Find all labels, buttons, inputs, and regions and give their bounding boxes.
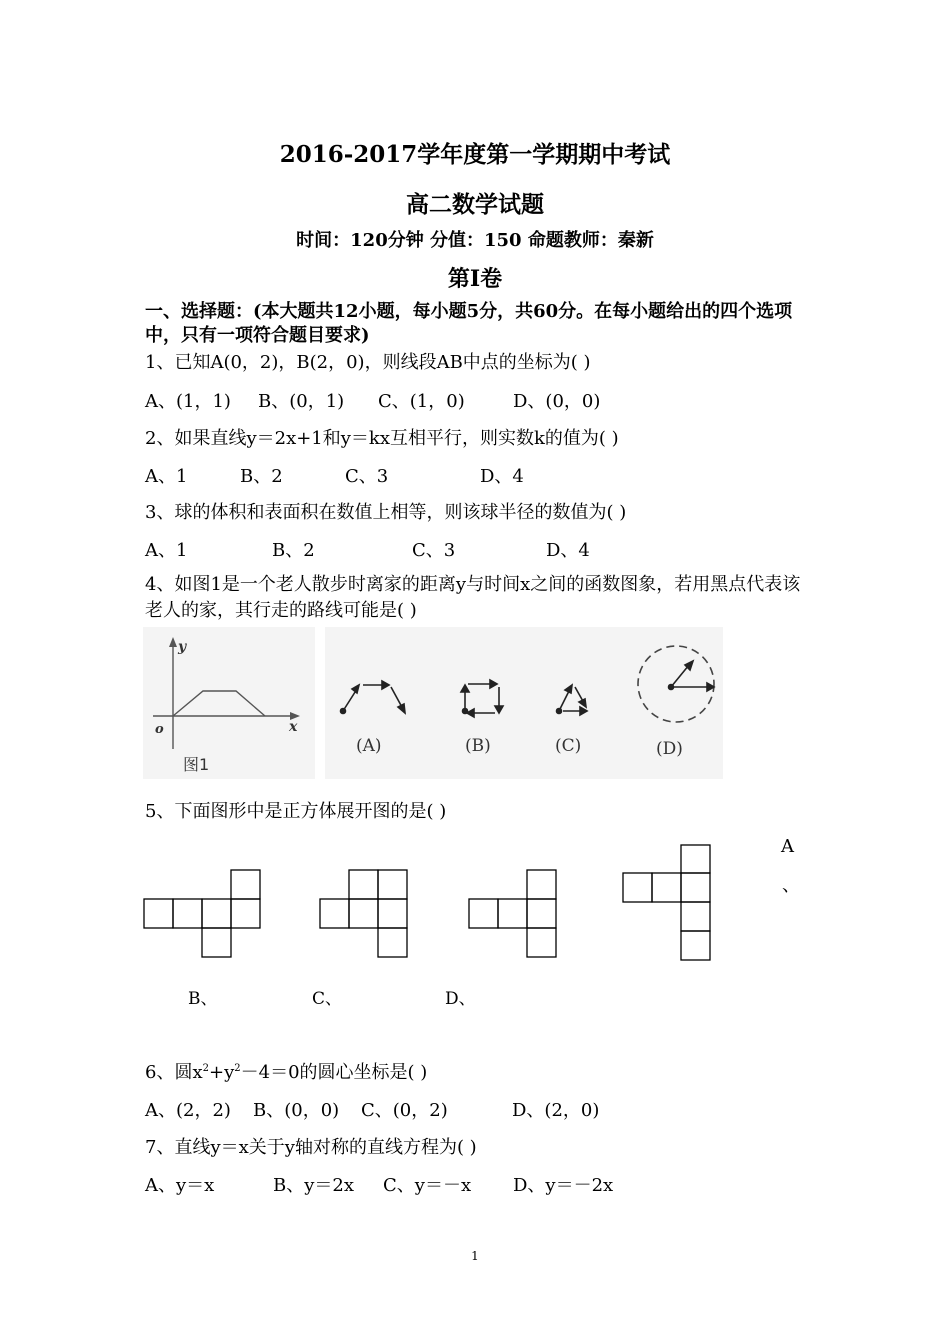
q1-option-d: D、(0，0) xyxy=(513,391,601,412)
q2-option-a: A、1 xyxy=(145,466,188,487)
net-a xyxy=(623,845,710,960)
q2-option-c: C、3 xyxy=(345,466,389,487)
q4-figure xyxy=(143,627,723,779)
q6-option-a: A、(2，2) xyxy=(145,1100,231,1121)
q6-stem-mid: +y xyxy=(208,1062,235,1083)
q5-cube-nets xyxy=(140,840,740,970)
q5-label-a: A xyxy=(781,836,794,857)
net-c xyxy=(320,870,407,957)
q2-option-d: D、4 xyxy=(480,466,524,487)
choice-c-label: (C) xyxy=(555,736,582,756)
q6-options xyxy=(145,1096,599,1122)
q5-label-b: B、 xyxy=(188,989,218,1009)
exam-info: 时间：120分钟 分值：150 命题教师：秦新 xyxy=(296,230,654,251)
origin-label: o xyxy=(155,722,164,737)
q3-option-c: C、3 xyxy=(412,540,456,561)
q6-option-d: D、(2，0) xyxy=(512,1100,600,1121)
q4-stem: 4、如图1是一个老人散步时离家的距离y与时间x之间的函数图象，若用黑点代表该老人的家，其行走的路线可能是( ) xyxy=(145,574,801,621)
q5-stem: 5、下面图形中是正方体展开图的是( ) xyxy=(145,801,447,822)
q3-stem: 3、球的体积和表面积在数值上相等，则该球半径的数值为( ) xyxy=(145,502,627,523)
q5-label-c: C、 xyxy=(312,989,343,1009)
q6-stem xyxy=(145,1058,427,1084)
q6-option-c: C、(0，2) xyxy=(361,1100,448,1121)
exam-title: 2016-2017学年度第一学期期中考试 xyxy=(279,141,671,168)
q3-options xyxy=(145,536,590,562)
q6-exp-1: 2 xyxy=(202,1063,209,1074)
q1-options xyxy=(145,387,600,413)
q1-stem: 1、已知A(0，2)，B(2，0)，则线段AB中点的坐标为( ) xyxy=(145,352,591,373)
net-d xyxy=(469,870,556,957)
q7-stem: 7、直线y＝x关于y轴对称的直线方程为( ) xyxy=(145,1137,477,1158)
q3-option-b: B、2 xyxy=(272,540,315,561)
net-b xyxy=(144,870,260,957)
q7-options xyxy=(145,1171,613,1197)
q6-exp-2: 2 xyxy=(234,1063,241,1074)
q5-label-d: D、 xyxy=(445,989,476,1009)
q3-option-d: D、4 xyxy=(546,540,590,561)
q3-option-a: A、1 xyxy=(145,540,188,561)
section-heading: 一、选择题：(本大题共12小题，每小题5分，共60分。在每小题给出的四个选项中，只有一项符合题目要求) xyxy=(145,301,793,346)
q2-options xyxy=(145,462,524,488)
choice-a-label: (A) xyxy=(356,736,382,756)
q7-option-d: D、y＝－2x xyxy=(513,1175,614,1196)
q6-option-b: B、(0，0) xyxy=(253,1100,340,1121)
q7-option-a: A、y＝x xyxy=(145,1175,215,1196)
choice-d-label: (D) xyxy=(656,739,683,759)
q5-label-a-mark: 、 xyxy=(782,875,800,896)
q1-option-a: A、(1，1) xyxy=(145,391,231,412)
q2-option-b: B、2 xyxy=(240,466,283,487)
q2-stem: 2、如果直线y＝2x+1和y＝kx互相平行，则实数k的值为( ) xyxy=(145,428,619,449)
figure-caption: 图1 xyxy=(183,755,210,774)
exam-subtitle: 高二数学试题 xyxy=(406,191,544,218)
axis-x-label: x xyxy=(289,719,298,735)
choice-b-label: (B) xyxy=(465,736,491,756)
q1-option-b: B、(0，1) xyxy=(258,391,345,412)
q7-option-b: B、y＝2x xyxy=(273,1175,354,1196)
volume-heading: 第Ⅰ卷 xyxy=(447,266,503,292)
q6-stem-prefix: 6、圆x xyxy=(145,1062,203,1083)
q1-option-c: C、(1，0) xyxy=(378,391,465,412)
q6-stem-suffix: －4＝0的圆心坐标是( ) xyxy=(240,1062,428,1083)
page-number: 1 xyxy=(471,1249,479,1263)
q7-option-c: C、y＝－x xyxy=(383,1175,472,1196)
axis-y-label: y xyxy=(178,639,187,655)
